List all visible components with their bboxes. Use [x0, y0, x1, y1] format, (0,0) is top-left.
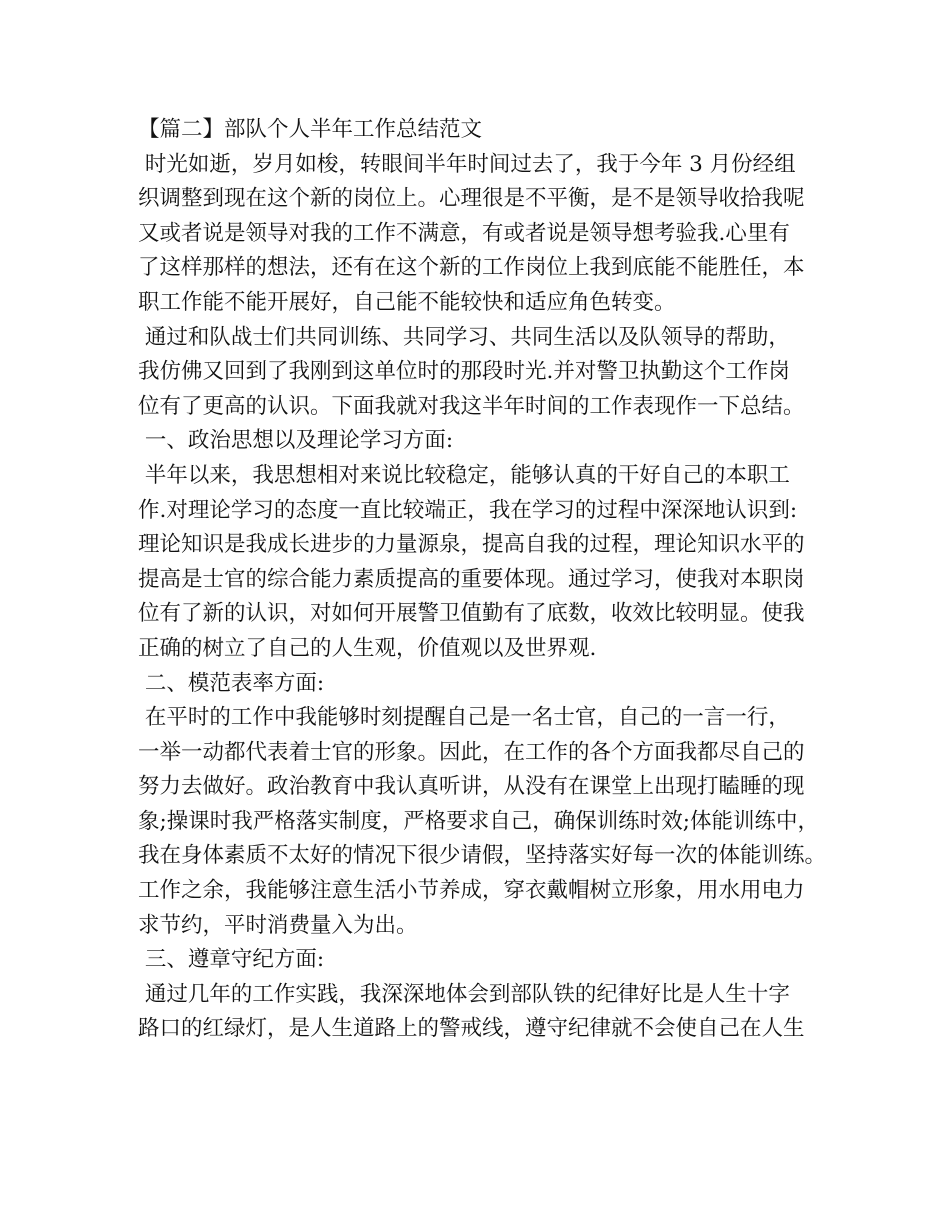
paragraph-line: 了这样那样的想法，还有在这个新的工作岗位上我到底能不能胜任，本 — [138, 255, 805, 281]
paragraph-line: 一举一动都代表着士官的形象。因此，在工作的各个方面我都尽自己的 — [138, 739, 805, 765]
paragraph-line: 半年以来，我思想相对来说比较稳定，能够认真的干好自己的本职工 — [138, 462, 790, 488]
paragraph-line: 通过和队战士们共同训练、共同学习、共同生活以及队领导的帮助， — [138, 324, 790, 350]
paragraph-line: 又或者说是领导对我的工作不满意，有或者说是领导想考验我.心里有 — [138, 220, 790, 246]
paragraph-line: 求节约，平时消费量入为出。 — [138, 912, 418, 938]
paragraph-line: 织调整到现在这个新的岗位上。心理很是不平衡，是不是领导收拾我呢 — [138, 186, 805, 212]
section-heading: 三、遵章守纪方面: — [138, 947, 325, 973]
paragraph-line: 我仿佛又回到了我刚到这单位时的那段时光.并对警卫执勤这个工作岗 — [138, 359, 790, 385]
paragraph-line: 作.对理论学习的态度一直比较端正，我在学习的过程中深深地认识到: — [138, 497, 798, 523]
paragraph-line: 提高是士官的综合能力素质提高的重要体现。通过学习，使我对本职岗 — [138, 566, 805, 592]
paragraph-line: 努力去做好。政治教育中我认真听讲，从没有在课堂上出现打瞌睡的现 — [138, 774, 805, 800]
paragraph-line: 时光如逝，岁月如梭，转眼间半年时间过去了，我于今年 3 月份经组 — [138, 151, 796, 177]
paragraph-line: 在平时的工作中我能够时刻提醒自己是一名士官，自己的一言一行， — [138, 705, 790, 731]
section-heading: 一、政治思想以及理论学习方面: — [138, 428, 454, 454]
paragraph-line: 位有了新的认识，对如何开展警卫值勤有了底数，收效比较明显。使我 — [138, 601, 805, 627]
document-body — [138, 113, 828, 1047]
paragraph-line: 我在身体素质不太好的情况下很少请假，坚持落实好每一次的体能训练。 — [138, 843, 827, 869]
paragraph-line: 理论知识是我成长进步的力量源泉，提高自我的过程，理论知识水平的 — [138, 532, 805, 558]
paragraph-line: 工作之余，我能够注意生活小节养成，穿衣戴帽树立形象，用水用电力 — [138, 878, 805, 904]
paragraph-line: 通过几年的工作实践，我深深地体会到部队铁的纪律好比是人生十字 — [138, 981, 790, 1007]
paragraph-line: 正确的树立了自己的人生观，价值观以及世界观. — [138, 635, 597, 661]
paragraph-line: 路口的红绿灯，是人生道路上的警戒线，遵守纪律就不会使自己在人生 — [138, 1016, 805, 1042]
paragraph-line: 象;操课时我严格落实制度，严格要求自己，确保训练时效;体能训练中， — [138, 808, 819, 834]
section-heading: 二、模范表率方面: — [138, 670, 325, 696]
document-title: 【篇二】部队个人半年工作总结范文 — [138, 117, 483, 142]
paragraph-line: 职工作能不能开展好，自己能不能较快和适应角色转变。 — [138, 289, 676, 315]
paragraph-line: 位有了更高的认识。下面我就对我这半年时间的工作表现作一下总结。 — [138, 393, 805, 419]
